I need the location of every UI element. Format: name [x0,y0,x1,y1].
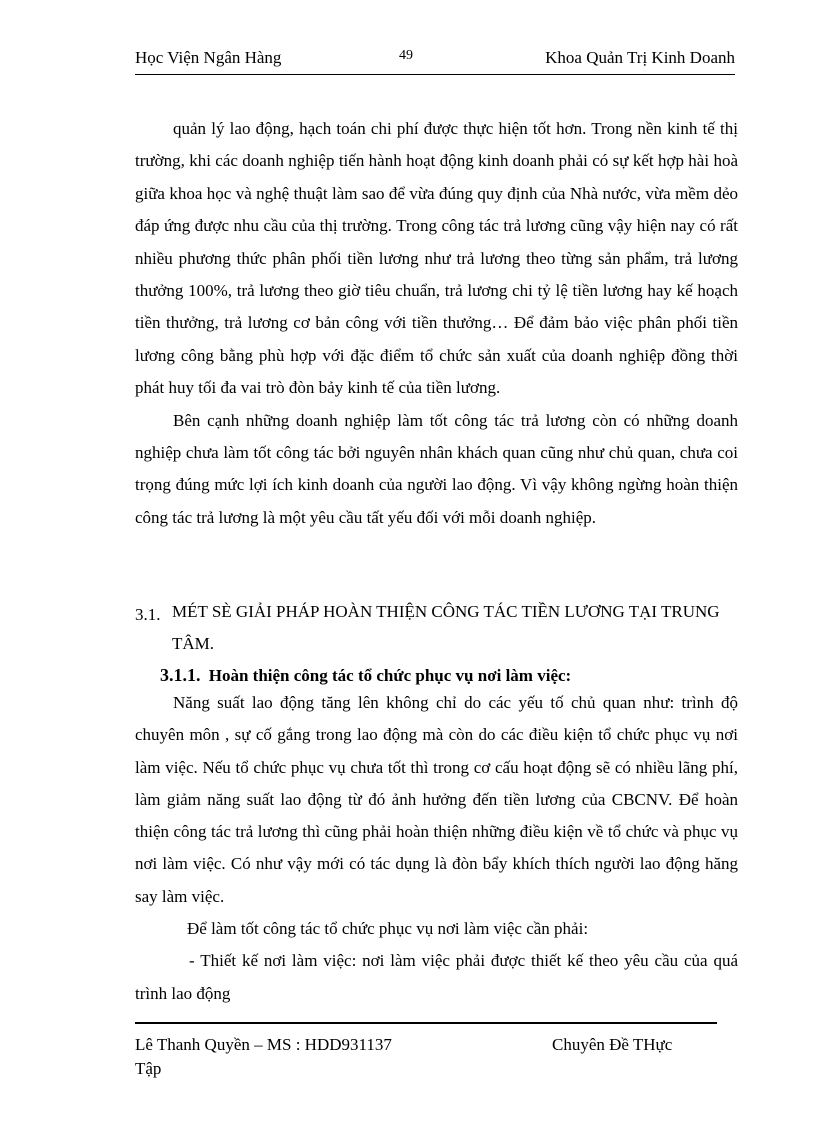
footer-title: Chuyên Đề THực [552,1035,673,1054]
footer-author: Lê Thanh Quyền – MS : HDD931137 [135,1035,392,1054]
subsection-title: Hoàn thiện công tác tổ chức phục vụ nơi làm việc: [208,666,572,685]
subsection-number: 3.1.1. [160,665,201,685]
section-number: 3.1. [135,605,161,624]
paragraph: Bên cạnh những doanh nghiệp làm tốt công tác trả lương còn có những doanh nghiệp chưa làm tốt công tác bởi nguyên nhân khách quan cũng như chủ quan, chưa coi trọng đúng mức lợi ích kinh doanh của người lao động. Vì vậy không ngừng hoàn thiện công tác trả lương là một yêu cầu tất yếu đối với mỗi doanh nghiệp. [135,410,738,527]
body-text-top [135,113,738,534]
header-faculty: Khoa Quản Trị Kinh Doanh [545,48,735,67]
body-text-bottom [135,687,738,1010]
paragraph: Năng suất lao động tăng lên không chỉ do các yếu tố chủ quan như: trình độ chuyên môn , sự cố gắng trong lao động mà còn do các điều kiện tổ chức phục vụ nơi làm việc. Nếu tổ chức phục vụ chưa tốt thì trong cơ cấu hoạt động sẽ có nhiều lãng phí, làm giảm năng suất lao động từ đó ảnh hưởng đến tiền lương của CBCNV. Để hoàn thiện công tác trả lương thì cũng phải hoàn thiện những điều kiện về tổ chức và phục vụ nơi làm việc. Có như vậy mới có tác dụng là đòn bẩy khích thích người lao động hăng say làm việc. [135,693,738,906]
header-institution: Học Viện Ngân Hàng [135,48,282,67]
footer-divider [135,1022,717,1024]
paragraph: Để làm tốt công tác tổ chức phục vụ nơi làm việc cần phải: [187,919,589,939]
section-title: MÉT SÈ GIẢI PHÁP HOÀN THIỆN CÔNG TÁC TIỀN LƯƠNG TẠI TRUNG TÂM. [172,602,720,654]
page-header [135,48,735,75]
paragraph: quản lý lao động, hạch toán chi phí được thực hiện tốt hơn. Trong nền kinh tế thị trường, khi các doanh nghiệp tiến hành hoạt động kinh doanh phải có sự kết hợp hài hoà giữa khoa học và nghệ thuật làm sao để vừa đúng quy định của Nhà nước, vừa mềm dẻo đáp ứng được nhu cầu của thị trường. Trong công tác trả lương cũng vậy hiện nay có rất nhiều phương thức phân phối tiền lương như trả lương theo từng sản phẩm, trả lương thưởng 100%, trả lương theo giờ tiêu chuẩn, trả lương chi tỷ lệ tiền lương hay kế hoạch tiền thưởng, trả lương cơ bản công với tiền thưởng… Để đảm bảo việc phân phối tiền lương công bằng phù hợp với đặc điểm tổ chức sản xuất của doanh nghiệp đồng thời phát huy tối đa vai trò đòn bảy kinh tế của tiền lương. [135,119,738,398]
bullet-item: - Thiết kế nơi làm việc: nơi làm việc phải được thiết kế theo yêu cầu của quá trình lao động [135,951,738,1003]
page-number: 49 [399,48,413,63]
footer-title-continued: Tập [135,1059,162,1078]
